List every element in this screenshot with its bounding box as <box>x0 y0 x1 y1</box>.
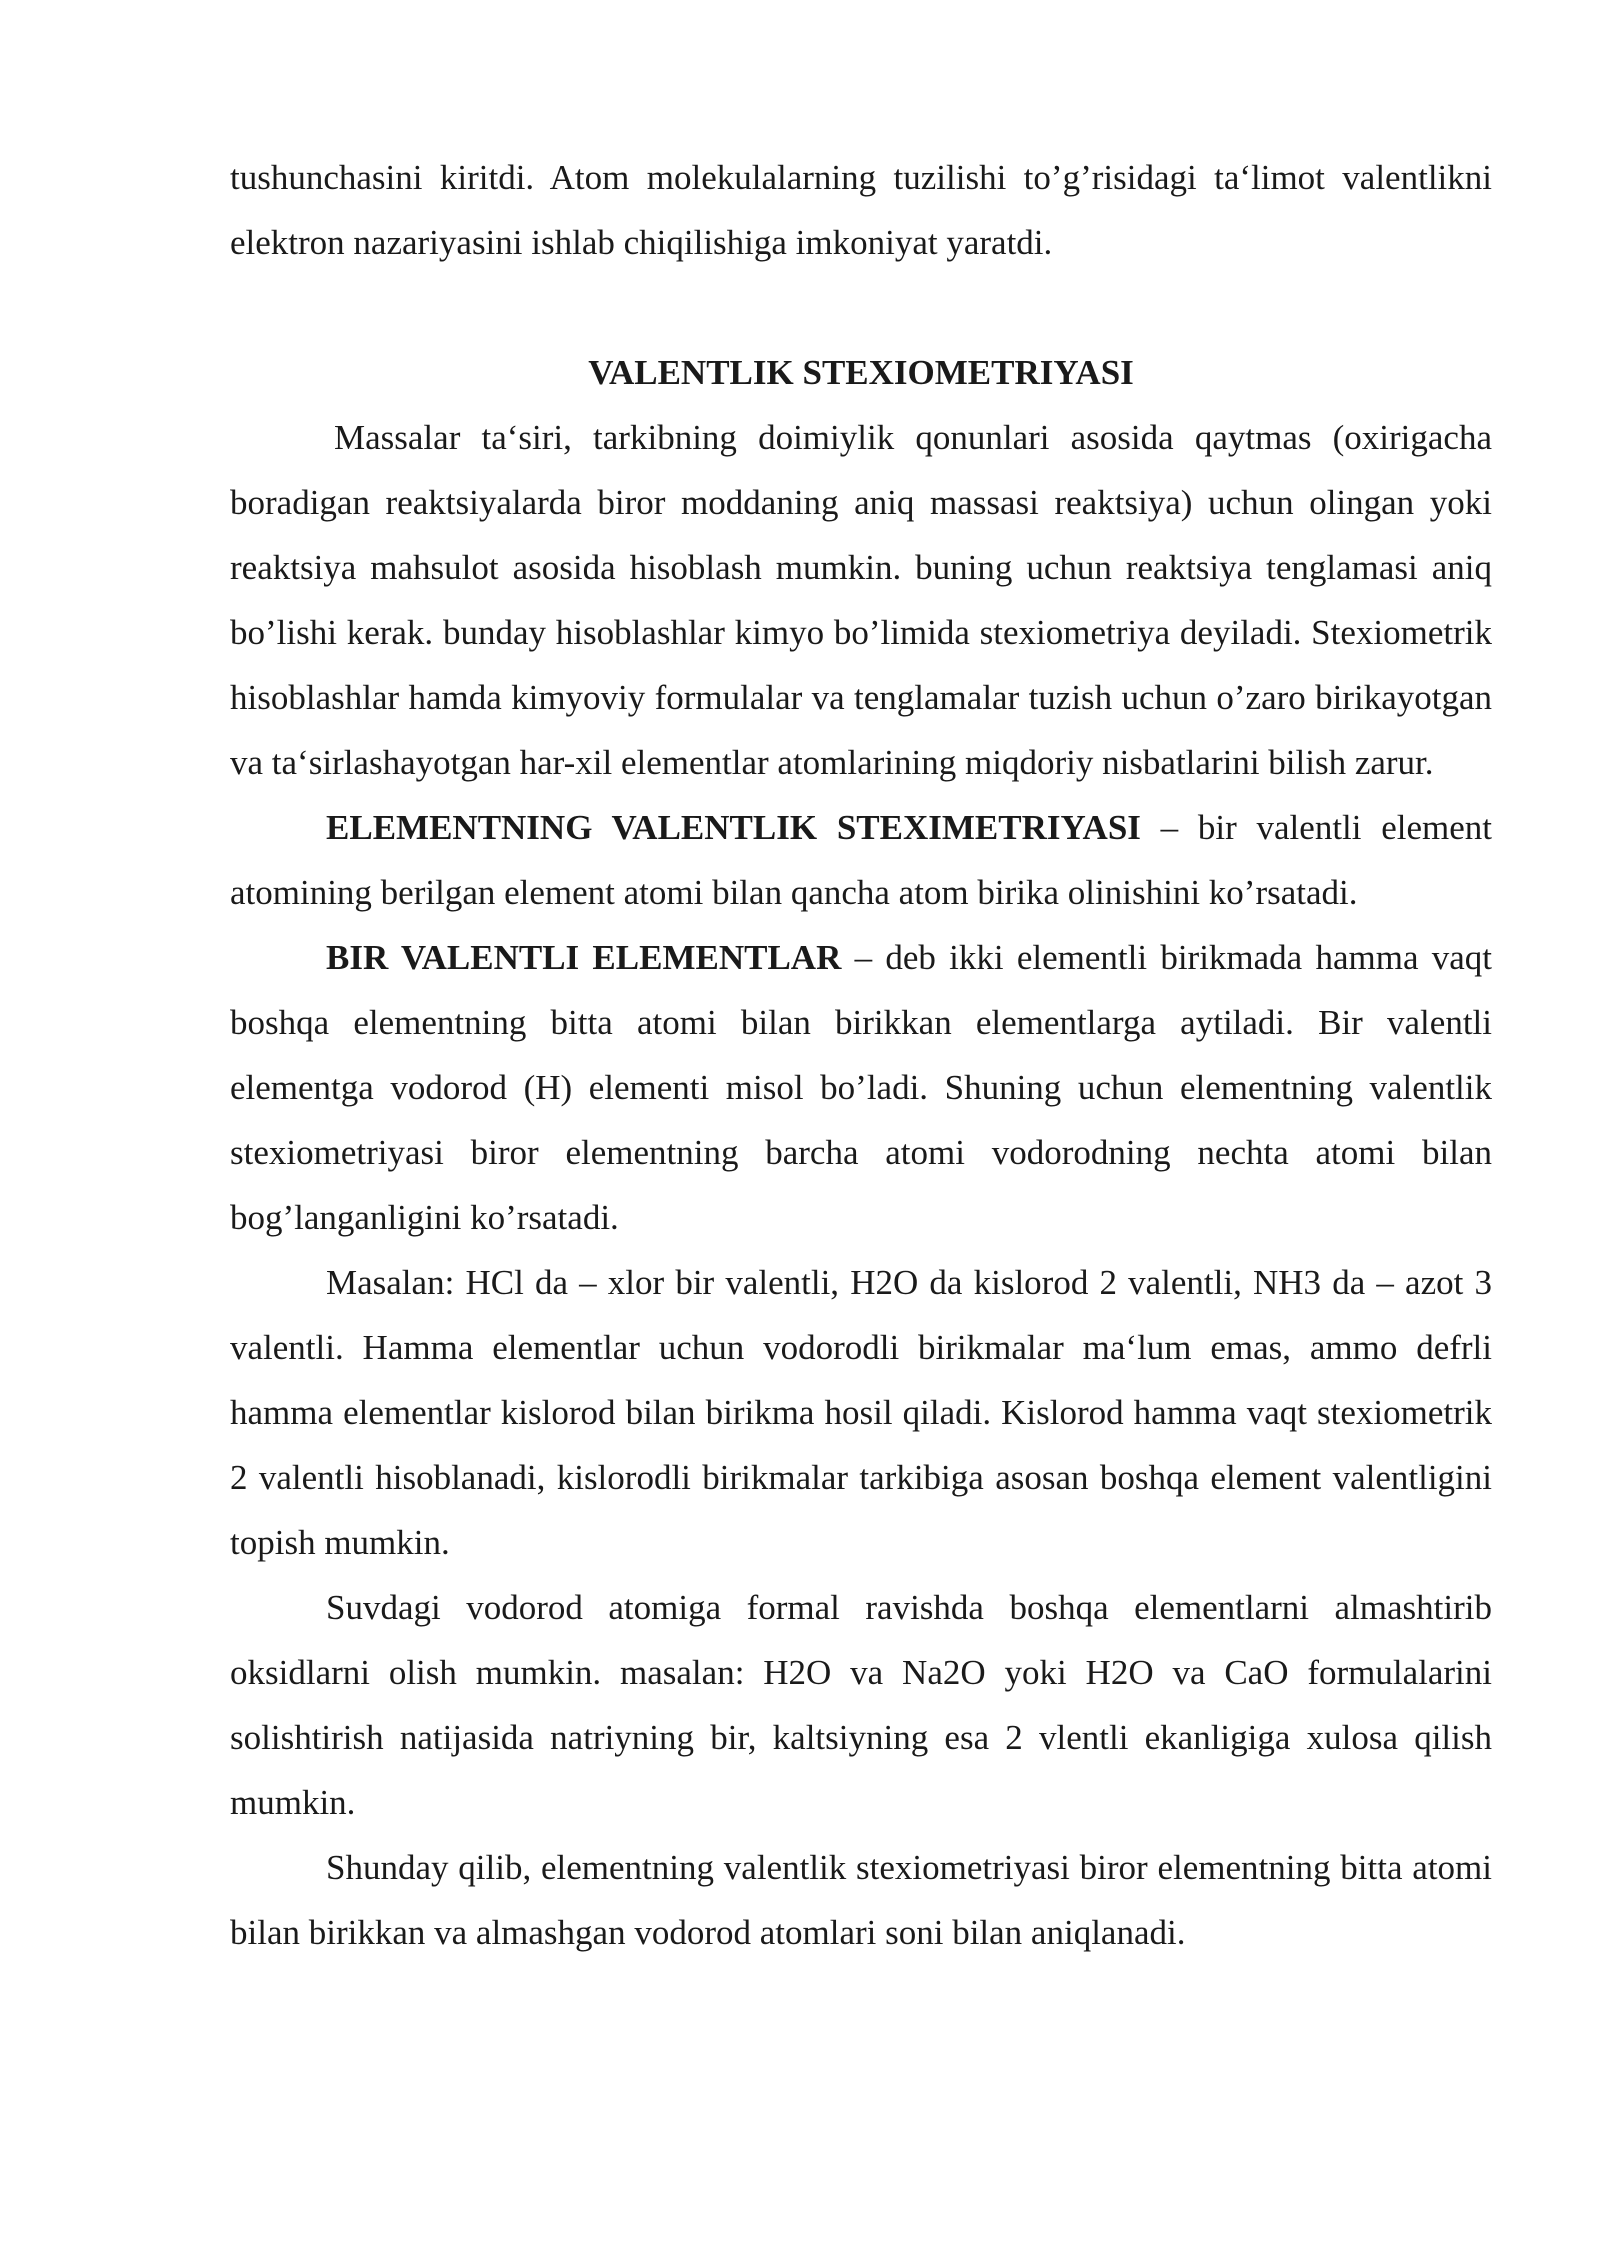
paragraph-monovalent-definition <box>230 925 1492 1250</box>
paragraph-intro: tushunchasini kiritdi. Atom molekulalarning tuzilishi to’g’risidagi ta‘limot valentlikni elektron nazariyasini ishlab chiqilishiga imkoniyat yaratdi. <box>230 158 1492 262</box>
paragraph-element-definition <box>230 795 1492 925</box>
section-heading: VALENTLIK STEXIOMETRIYASI <box>588 353 1134 392</box>
term-element-stoichiometry: ELEMENTNING VALENTLIK STEXIMETRIYASI <box>326 808 1141 847</box>
term-monovalent-elements: BIR VALENTLI ELEMENTLAR <box>326 938 842 977</box>
definition-monovalent-elements: – deb ikki elementli birikmada hamma vaqt boshqa elementning bitta atomi bilan birikkan elementlarga aytiladi. Bir valentli elementga vodorod (H) elementi misol bo’ladi. Shuning uchun elementning valentlik stexiometriyasi biror elementning barcha atomi vodorodning nechta atomi bilan bog’langanligini ko’rsatadi. <box>230 938 1492 1237</box>
definition-element-stoichiometry: – bir valentli element atomining berilgan element atomi bilan qancha atom birika olinishini ko’rsatadi. <box>230 808 1493 912</box>
paragraph-oxides: Suvdagi vodorod atomiga formal ravishda boshqa elementlarni almashtirib oksidlarni olish mumkin. masalan: H2O va Na2O yoki H2O va CaO formulalarini solishtirish natijasida natriyning bir, kaltsiyning esa 2 vlentli ekanligiga xulosa qilish mumkin. <box>230 1588 1492 1822</box>
paragraph-examples: Masalan: HCl da – xlor bir valentli, H2O da kislorod 2 valentli, NH3 da – azot 3 valentli. Hamma elementlar uchun vodorodli birikmalar ma‘lum emas, ammo defrli hamma elementlar kislorod bilan birikma hosil qiladi. Kislorod hamma vaqt stexiometrik 2 valentli hisoblanadi, kislorodli birikmalar tarkibiga asosan boshqa element valentligini topish mumkin. <box>230 1263 1492 1562</box>
paragraph-conclusion: Shunday qilib, elementning valentlik stexiometriyasi biror elementning bitta atomi bilan birikkan va almashgan vodorod atomlari soni bilan aniqlanadi. <box>230 1848 1492 1952</box>
paragraph-stoichiometry: Massalar ta‘siri, tarkibning doimiylik qonunlari asosida qaytmas (oxirigacha boradigan reaktsiyalarda biror moddaning aniq massasi reaktsiya) uchun olingan yoki reaktsiya mahsulot asosida hisoblash mumkin. buning uchun reaktsiya tenglamasi aniq bo’lishi kerak. bunday hisoblashlar kimyo bo’limida stexiometriya deyiladi. Stexiometrik hisoblashlar hamda kimyoviy formulalar va tenglamalar tuzish uchun o’zaro birikayotgan va ta‘sirlashayotgan har-xil elementlar atomlarining miqdoriy nisbatlarini bilish zarur. <box>230 418 1492 782</box>
document-page <box>230 145 1492 1965</box>
